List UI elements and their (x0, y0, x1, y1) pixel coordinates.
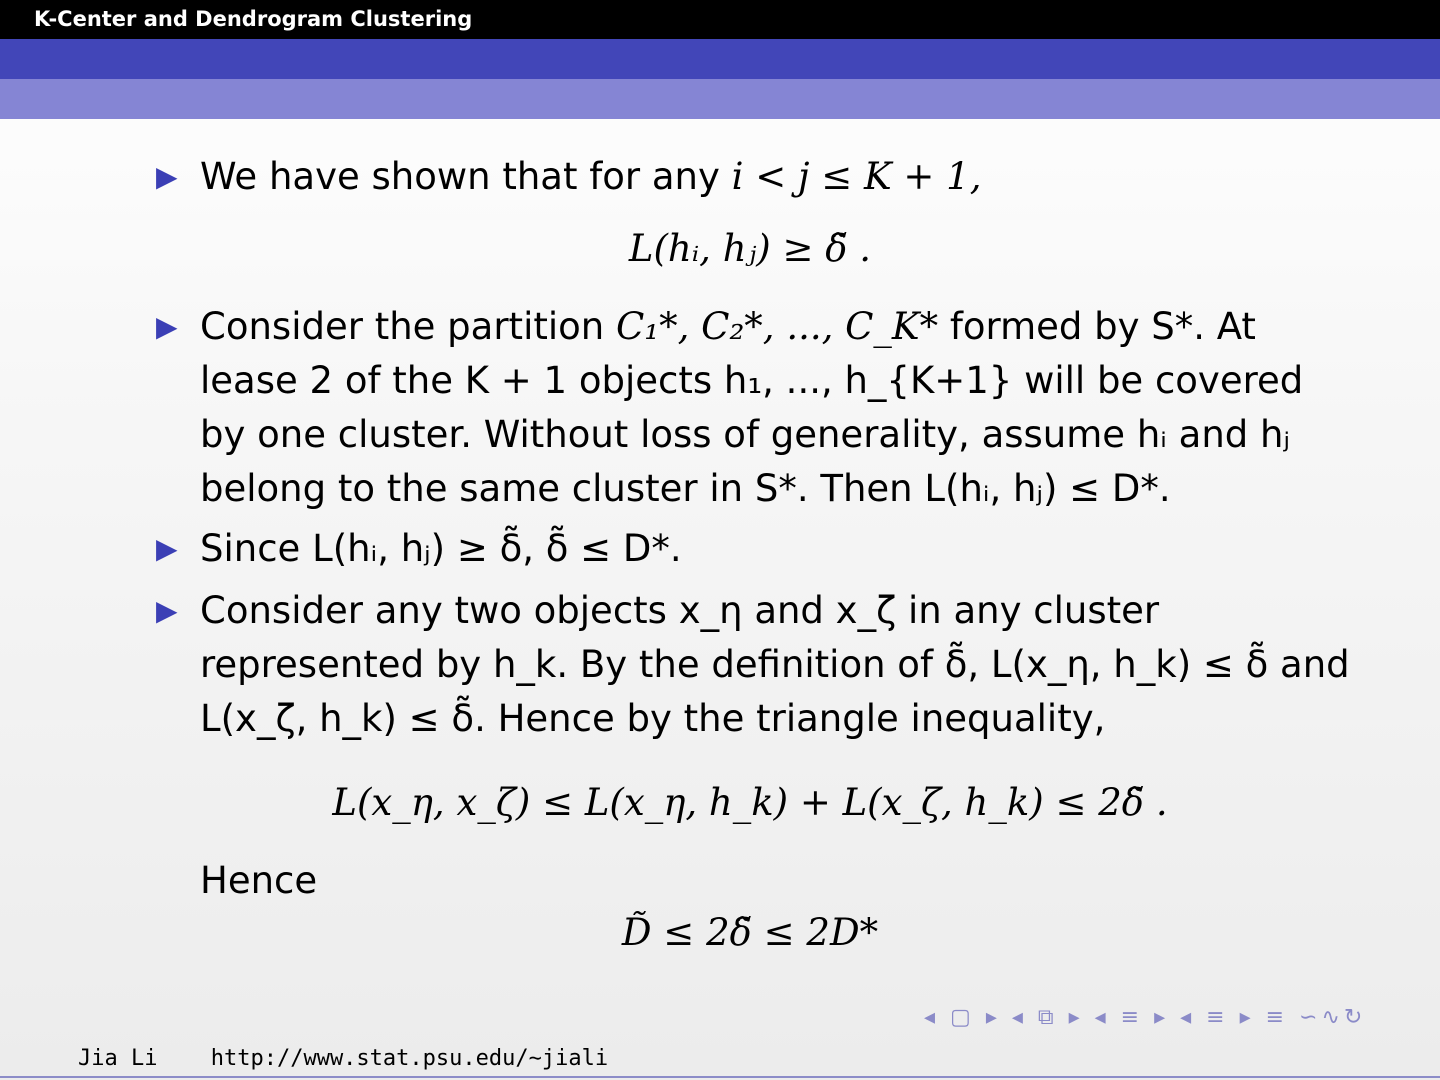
footer-url: http://www.stat.psu.edu/∼jiali (210, 1046, 609, 1071)
header-band-light (0, 79, 1440, 119)
hence-label: Hence (200, 859, 318, 902)
bullet-text: We have shown that for any (200, 155, 732, 198)
bullet-math: C₁*, C₂*, ..., C_K* (615, 305, 939, 348)
bullet-item-4 (150, 584, 1350, 746)
equation-1: L(hᵢ, hⱼ) ≥ δ̃ . (628, 227, 872, 270)
bullet-text: formed by S*. At lease 2 of the K + 1 objects h₁, ..., h_{K+1} will be covered by one cluster. Without loss of generality, assume hᵢ and hⱼ belong to the same cluster in S*. Then L(hᵢ, hⱼ) ≤ D*. (200, 305, 1304, 510)
hence-text (150, 854, 1350, 908)
header-band-dark (0, 39, 1440, 79)
bullet-item-1 (150, 150, 1350, 204)
beamer-navigation-icons[interactable]: ◂ ▢ ▸ ◂ ⧉ ▸ ◂ ≡ ▸ ◂ ≡ ▸ ≡ ∽∿↻ (924, 1005, 1367, 1030)
top-bar (0, 0, 1440, 39)
bullet-item-3 (150, 522, 1350, 576)
footer-author: Jia Li (78, 1046, 158, 1071)
bullet-text: Since L(hᵢ, hⱼ) ≥ δ̃, δ̃ ≤ D*. (200, 527, 682, 570)
equation-2: L(x_η, x_ζ) ≤ L(x_η, h_k) + L(x_ζ, h_k) ≤ 2δ̃ . (332, 781, 1168, 824)
bullet-triangle-icon: ▶ (156, 310, 178, 343)
slide-content (150, 150, 1350, 984)
slide-title: K-Center and Dendrogram Clustering (34, 7, 473, 31)
bullet-text: Consider any two objects x_η and x_ζ in any cluster represented by h_k. By the definition of δ̃, L(x_η, h_k) ≤ δ̃ and L(x_ζ, h_k) ≤ δ̃. Hence by the triangle inequality, (200, 589, 1350, 740)
bullet-triangle-icon: ▶ (156, 160, 178, 193)
equation-3: D̃ ≤ 2δ̃ ≤ 2D* (621, 911, 879, 954)
bullet-triangle-icon: ▶ (156, 594, 178, 627)
bullet-math: i < j ≤ K + 1, (731, 155, 982, 198)
bullet-triangle-icon: ▶ (156, 532, 178, 565)
bullet-text: Consider the partition (200, 305, 616, 348)
footer (78, 1046, 648, 1071)
footer-line (0, 1076, 1440, 1078)
bullet-item-2 (150, 300, 1350, 516)
